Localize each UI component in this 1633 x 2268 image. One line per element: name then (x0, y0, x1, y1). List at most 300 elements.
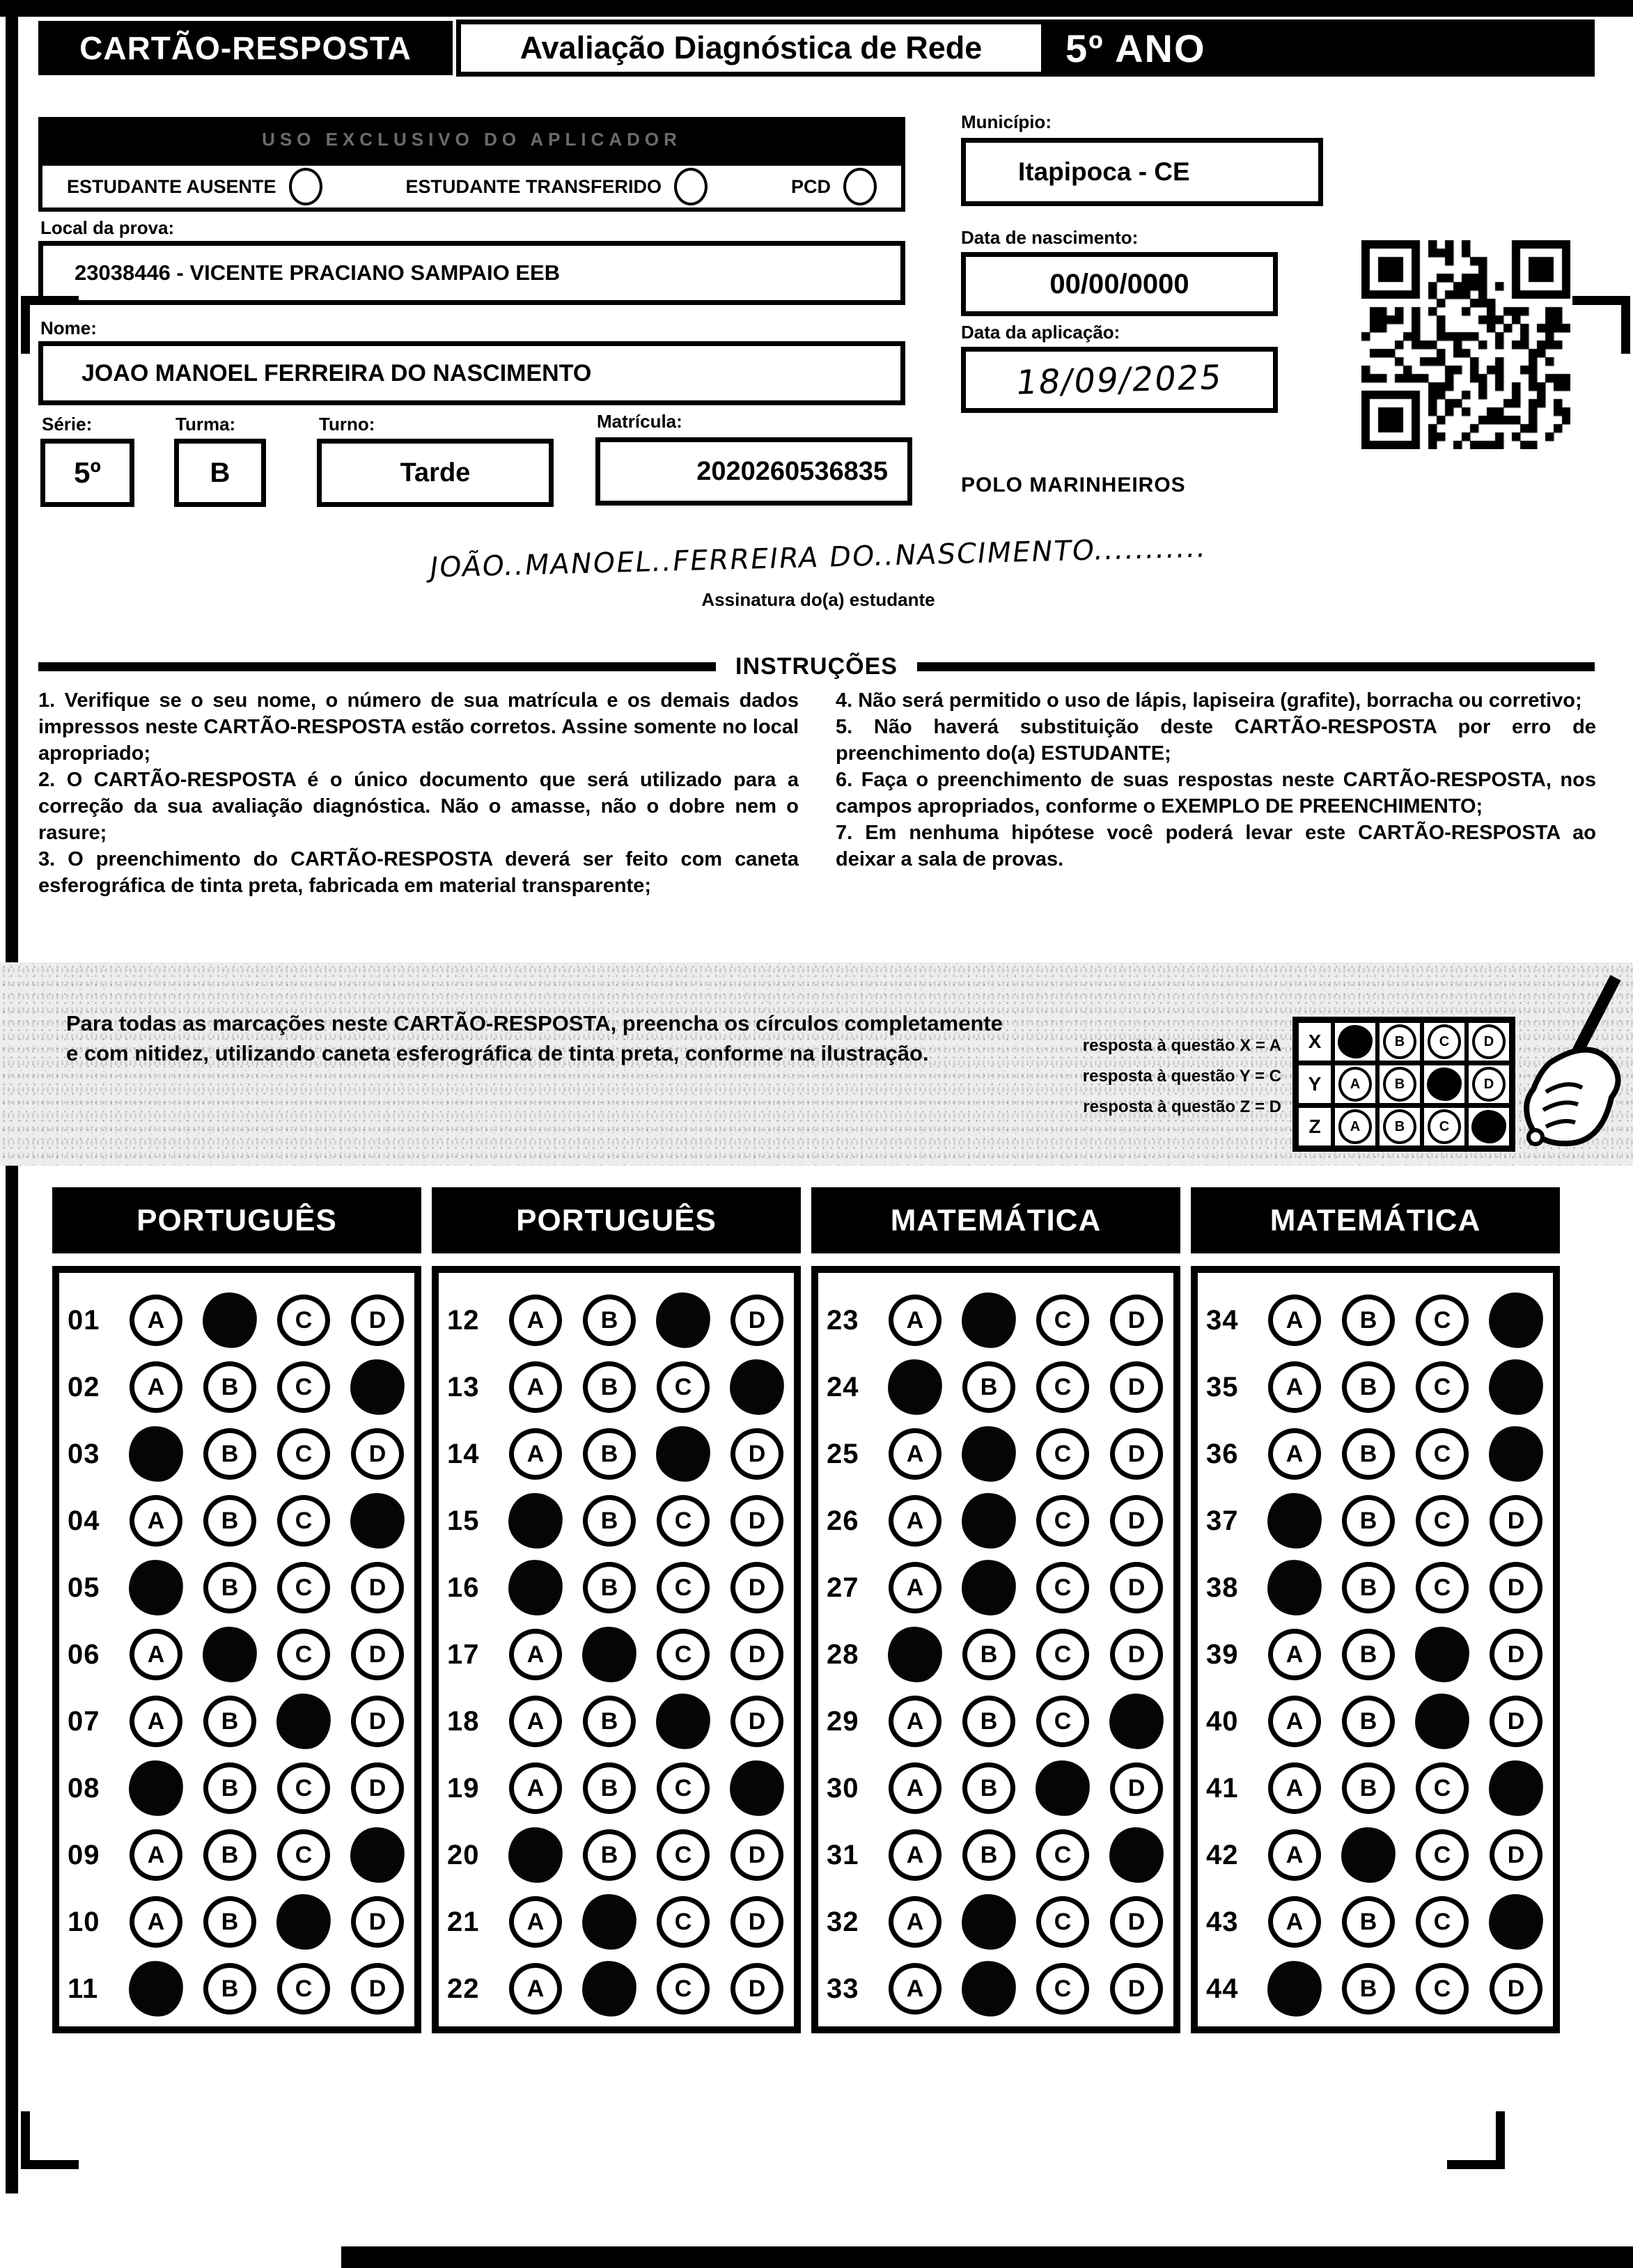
bubble-28-A-marked[interactable] (886, 1625, 944, 1684)
bubble-36-B[interactable]: B (1342, 1428, 1395, 1480)
bubble-18-B[interactable]: B (583, 1696, 636, 1747)
bubble-slot (888, 1761, 942, 1815)
question-row-35 (1198, 1354, 1553, 1421)
bubble-34-B[interactable]: B (1342, 1295, 1395, 1346)
bubble-slot (1415, 1895, 1469, 1949)
bubble-35-C[interactable]: C (1416, 1361, 1469, 1413)
aplicador-band (38, 117, 905, 162)
bubble-01-D[interactable]: D (351, 1295, 404, 1346)
bubble-08-D[interactable]: D (351, 1762, 404, 1814)
assessment-title-text: Avaliação Diagnóstica de Rede (519, 30, 983, 65)
bubble-18-D[interactable]: D (730, 1696, 783, 1747)
bubble-34-C[interactable]: C (1416, 1295, 1469, 1346)
bubble-16-D[interactable]: D (730, 1562, 783, 1613)
bubble-slot (350, 1494, 405, 1548)
bubble-slot (582, 1293, 636, 1347)
answer-grid-portugues-1 (52, 1266, 421, 2033)
bubble-27-B-marked[interactable] (960, 1558, 1017, 1617)
bubble-slot (1267, 1561, 1322, 1615)
bubble-23-B-marked[interactable] (960, 1290, 1017, 1350)
bubble-38-A-marked[interactable] (1265, 1558, 1323, 1617)
bubble-36-C[interactable]: C (1416, 1428, 1469, 1480)
question-number: 35 (1206, 1371, 1239, 1402)
bubble-44-B[interactable]: B (1342, 1963, 1395, 2015)
bubble-26-A[interactable]: A (889, 1495, 941, 1547)
bubble-slot (1341, 1627, 1396, 1682)
bubble-44-A-marked[interactable] (1265, 1959, 1323, 2018)
bubble-19-A[interactable]: A (509, 1762, 562, 1814)
registration-mark-bottom-left (21, 2111, 79, 2169)
bubble-03-B[interactable]: B (203, 1428, 256, 1480)
bubble-31-C[interactable]: C (1036, 1829, 1089, 1881)
scan-border-bottom (341, 2246, 1633, 2268)
bubble-slot (656, 1494, 710, 1548)
bubble-16-A-marked[interactable] (506, 1558, 564, 1617)
bubble-14-C-marked[interactable] (654, 1424, 712, 1483)
bubble-slot (350, 1293, 405, 1347)
bubble-21-D[interactable]: D (730, 1896, 783, 1948)
question-number: 37 (1206, 1505, 1239, 1536)
bubble-slot (1341, 1694, 1396, 1749)
instructions-left (38, 688, 799, 900)
example-cell (1424, 1065, 1469, 1103)
bubble-05-C[interactable]: C (277, 1562, 330, 1613)
bubble-13-D-marked[interactable] (728, 1357, 786, 1416)
bubble-22-A[interactable]: A (509, 1963, 562, 2015)
bubble-06-B-marked[interactable] (201, 1625, 258, 1684)
bubble-37-D[interactable]: D (1490, 1495, 1542, 1547)
instruction-item: 7. Em nenhuma hipótese você poderá levar este CARTÃO-RESPOSTA ao deixar a sala de provas. (836, 821, 1596, 870)
bubble-slot (1489, 1761, 1543, 1815)
bubble-10-B[interactable]: B (203, 1896, 256, 1948)
bubble-slot (129, 1895, 183, 1949)
bubble-14-B[interactable]: B (583, 1428, 636, 1480)
bubble-20-A-marked[interactable] (506, 1825, 564, 1884)
bubble-11-C[interactable]: C (277, 1963, 330, 2015)
bubble-26-B-marked[interactable] (960, 1491, 1017, 1550)
bubble-02-C[interactable]: C (277, 1361, 330, 1413)
bubble-09-A[interactable]: A (130, 1829, 182, 1881)
bubble-29-B[interactable]: B (962, 1696, 1015, 1747)
bubble-17-D[interactable]: D (730, 1629, 783, 1680)
bubble-slot (1489, 1561, 1543, 1615)
bubble-31-A[interactable]: A (889, 1829, 941, 1881)
example-row-label: X (1299, 1023, 1335, 1061)
bubble-24-B[interactable]: B (962, 1361, 1015, 1413)
bubble-27-A[interactable]: A (889, 1562, 941, 1613)
bubble-slot (1109, 1962, 1164, 2016)
bubble-30-B[interactable]: B (962, 1762, 1015, 1814)
bubble-slot (1415, 1494, 1469, 1548)
bubble-35-D-marked[interactable] (1487, 1357, 1545, 1416)
ausente-circle[interactable] (289, 168, 322, 205)
bubble-slot (276, 1895, 331, 1949)
serie-value: 5º (74, 456, 101, 489)
question-number: 05 (68, 1572, 100, 1603)
bubble-slot (508, 1962, 563, 2016)
bubble-08-A-marked[interactable] (127, 1758, 185, 1817)
bubble-24-D[interactable]: D (1110, 1361, 1163, 1413)
bubble-06-C[interactable]: C (277, 1629, 330, 1680)
bubble-slot (1109, 1694, 1164, 1749)
pcd-circle[interactable] (843, 168, 877, 205)
bubble-16-B[interactable]: B (583, 1562, 636, 1613)
bubble-34-A[interactable]: A (1268, 1295, 1321, 1346)
bubble-19-D-marked[interactable] (728, 1758, 786, 1817)
bubble-28-B[interactable]: B (962, 1629, 1015, 1680)
bubble-17-B-marked[interactable] (580, 1625, 638, 1684)
bubble-42-B-marked[interactable] (1339, 1825, 1397, 1884)
bubble-40-B[interactable]: B (1342, 1696, 1395, 1747)
student-signature (418, 531, 1219, 584)
bubble-21-C[interactable]: C (657, 1896, 710, 1948)
bubble-slot (508, 1627, 563, 1682)
bubble-44-D[interactable]: D (1490, 1963, 1542, 2015)
bubble-19-B[interactable]: B (583, 1762, 636, 1814)
bubble-09-B[interactable]: B (203, 1829, 256, 1881)
bubble-07-B[interactable]: B (203, 1696, 256, 1747)
grade-label-text: 5º ANO (1065, 26, 1206, 70)
sheet-title-text: CARTÃO-RESPOSTA (79, 30, 412, 66)
bubble-25-C[interactable]: C (1036, 1428, 1089, 1480)
bubble-36-A[interactable]: A (1268, 1428, 1321, 1480)
bubble-slot (1415, 1627, 1469, 1682)
transferido-circle[interactable] (674, 168, 708, 205)
bubble-02-A[interactable]: A (130, 1361, 182, 1413)
bubble-38-D[interactable]: D (1490, 1562, 1542, 1613)
bubble-25-D[interactable]: D (1110, 1428, 1163, 1480)
bubble-slot (1109, 1627, 1164, 1682)
bubble-37-A-marked[interactable] (1265, 1491, 1323, 1550)
matricula-value: 2020260536835 (696, 456, 888, 486)
bubble-slot (1267, 1293, 1322, 1347)
bubble-07-D[interactable]: D (351, 1696, 404, 1747)
bubble-36-D-marked[interactable] (1487, 1424, 1545, 1483)
bubble-04-C[interactable]: C (277, 1495, 330, 1547)
bubble-13-C[interactable]: C (657, 1361, 710, 1413)
bubble-17-C[interactable]: C (657, 1629, 710, 1680)
bubble-10-C-marked[interactable] (274, 1892, 332, 1951)
question-number: 23 (827, 1304, 859, 1336)
bubble-42-C[interactable]: C (1416, 1829, 1469, 1881)
bubble-28-C[interactable]: C (1036, 1629, 1089, 1680)
aplicacao-label: Data da aplicação: (961, 322, 1120, 343)
bubble-03-C[interactable]: C (277, 1428, 330, 1480)
bubble-43-A[interactable]: A (1268, 1896, 1321, 1948)
bubble-slot (888, 1494, 942, 1548)
bubble-08-C[interactable]: C (277, 1762, 330, 1814)
bubble-33-D[interactable]: D (1110, 1963, 1163, 2015)
bubble-38-C[interactable]: C (1416, 1562, 1469, 1613)
bubble-05-B[interactable]: B (203, 1562, 256, 1613)
bubble-11-A-marked[interactable] (127, 1959, 185, 2018)
bubble-slot (129, 1561, 183, 1615)
question-row-14 (439, 1421, 794, 1487)
example-cell (1380, 1108, 1424, 1145)
bubble-28-D[interactable]: D (1110, 1629, 1163, 1680)
bubble-33-C[interactable]: C (1036, 1963, 1089, 2015)
bubble-11-D[interactable]: D (351, 1963, 404, 2015)
bubble-25-A[interactable]: A (889, 1428, 941, 1480)
transferido-label: ESTUDANTE TRANSFERIDO (405, 175, 662, 197)
bubble-02-D-marked[interactable] (348, 1357, 406, 1416)
bubble-32-C[interactable]: C (1036, 1896, 1089, 1948)
bubble-slot (1341, 1427, 1396, 1481)
bubble-22-C[interactable]: C (657, 1963, 710, 2015)
bubble-18-C-marked[interactable] (654, 1691, 712, 1751)
bubble-slot (508, 1293, 563, 1347)
bubble-11-B[interactable]: B (203, 1963, 256, 2015)
bubble-26-D[interactable]: D (1110, 1495, 1163, 1547)
bubble-20-C[interactable]: C (657, 1829, 710, 1881)
sheet-title (38, 21, 453, 75)
bubble-31-D-marked[interactable] (1107, 1825, 1165, 1884)
bubble-24-A-marked[interactable] (886, 1357, 944, 1416)
bubble-04-A[interactable]: A (130, 1495, 182, 1547)
question-row-18 (439, 1688, 794, 1755)
bubble-slot (129, 1828, 183, 1882)
bubble-slot (129, 1293, 183, 1347)
bubble-39-B[interactable]: B (1342, 1629, 1395, 1680)
bubble-24-C[interactable]: C (1036, 1361, 1089, 1413)
bubble-32-B-marked[interactable] (960, 1892, 1017, 1951)
bubble-38-B[interactable]: B (1342, 1562, 1395, 1613)
matricula-field (595, 437, 912, 506)
bubble-10-A[interactable]: A (130, 1896, 182, 1948)
instruction-item: 6. Faça o preenchimento de suas respostas neste CARTÃO-RESPOSTA, nos campos apropriados, conforme o EXEMPLO DE PREENCHIMENTO; (836, 768, 1596, 818)
bubble-slot (350, 1427, 405, 1481)
bubble-15-A-marked[interactable] (506, 1491, 564, 1550)
question-number: 42 (1206, 1839, 1239, 1870)
question-row-30 (818, 1755, 1173, 1822)
question-number: 09 (68, 1839, 100, 1870)
bubble-03-D[interactable]: D (351, 1428, 404, 1480)
bubble-13-A[interactable]: A (509, 1361, 562, 1413)
bubble-02-B[interactable]: B (203, 1361, 256, 1413)
bubble-35-A[interactable]: A (1268, 1361, 1321, 1413)
nome-field (38, 341, 905, 405)
bubble-33-B-marked[interactable] (960, 1959, 1017, 2018)
bubble-21-A[interactable]: A (509, 1896, 562, 1948)
bubble-12-B[interactable]: B (583, 1295, 636, 1346)
bubble-07-C-marked[interactable] (274, 1691, 332, 1751)
question-number: 12 (447, 1304, 480, 1336)
bubble-slot (1415, 1694, 1469, 1749)
bubble-slot (1109, 1828, 1164, 1882)
bubble-01-B-marked[interactable] (201, 1290, 258, 1350)
bubble-23-C[interactable]: C (1036, 1295, 1089, 1346)
bubble-01-A[interactable]: A (130, 1295, 182, 1346)
bubble-slot (962, 1895, 1016, 1949)
bubble-34-D-marked[interactable] (1487, 1290, 1545, 1350)
bubble-slot (1415, 1360, 1469, 1414)
bubble-41-C[interactable]: C (1416, 1762, 1469, 1814)
bubble-16-C[interactable]: C (657, 1562, 710, 1613)
nascimento-label: Data de nascimento: (961, 227, 1139, 248)
bubble-slot (1341, 1761, 1396, 1815)
example-bubble-Y-C (1427, 1067, 1462, 1101)
bubble-14-A[interactable]: A (509, 1428, 562, 1480)
bubble-05-A-marked[interactable] (127, 1558, 185, 1617)
bubble-slot (962, 1627, 1016, 1682)
nome-label: Nome: (40, 318, 97, 338)
bubble-27-D[interactable]: D (1110, 1562, 1163, 1613)
bubble-slot (1036, 1962, 1090, 2016)
bubble-slot (1415, 1561, 1469, 1615)
bubble-slot (1109, 1761, 1164, 1815)
bubble-slot (1489, 1694, 1543, 1749)
bubble-slot (730, 1761, 784, 1815)
bubble-slot (203, 1293, 257, 1347)
nome-value: JOAO MANOEL FERREIRA DO NASCIMENTO (81, 359, 592, 386)
bubble-slot (730, 1561, 784, 1615)
question-row-17 (439, 1621, 794, 1688)
question-row-16 (439, 1554, 794, 1621)
bubble-04-B[interactable]: B (203, 1495, 256, 1547)
bubble-slot (1415, 1828, 1469, 1882)
bubble-slot (888, 1962, 942, 2016)
bubble-slot (962, 1694, 1016, 1749)
bubble-15-C[interactable]: C (657, 1495, 710, 1547)
bubble-37-B[interactable]: B (1342, 1495, 1395, 1547)
bubble-15-B[interactable]: B (583, 1495, 636, 1547)
bubble-41-B[interactable]: B (1342, 1762, 1395, 1814)
bubble-29-A[interactable]: A (889, 1696, 941, 1747)
bubble-39-A[interactable]: A (1268, 1629, 1321, 1680)
bubble-12-A[interactable]: A (509, 1295, 562, 1346)
bubble-09-C[interactable]: C (277, 1829, 330, 1881)
answer-grid-matematica-1 (811, 1266, 1180, 2033)
bubble-slot (962, 1360, 1016, 1414)
bubble-slot (962, 1962, 1016, 2016)
bubble-32-A[interactable]: A (889, 1896, 941, 1948)
question-number: 28 (827, 1639, 859, 1670)
bubble-42-D[interactable]: D (1490, 1829, 1542, 1881)
question-row-09 (59, 1822, 414, 1888)
example-cell (1335, 1065, 1380, 1103)
question-number: 15 (447, 1505, 480, 1536)
bubble-43-C[interactable]: C (1416, 1896, 1469, 1948)
assessment-title (456, 19, 1046, 77)
bubble-07-A[interactable]: A (130, 1696, 182, 1747)
bubble-01-C[interactable]: C (277, 1295, 330, 1346)
bubble-slot (656, 1895, 710, 1949)
bubble-20-D[interactable]: D (730, 1829, 783, 1881)
example-captions (1003, 1036, 1281, 1117)
bubble-27-C[interactable]: C (1036, 1562, 1089, 1613)
bubble-21-B-marked[interactable] (580, 1892, 638, 1951)
bubble-22-B-marked[interactable] (580, 1959, 638, 2018)
bubble-15-D[interactable]: D (730, 1495, 783, 1547)
bubble-30-D[interactable]: D (1110, 1762, 1163, 1814)
bubble-39-C-marked[interactable] (1413, 1625, 1471, 1684)
question-number: 22 (447, 1973, 480, 2004)
bubble-41-A[interactable]: A (1268, 1762, 1321, 1814)
question-row-44 (1198, 1955, 1553, 2022)
bubble-04-D-marked[interactable] (348, 1491, 406, 1550)
bubble-slot (1036, 1293, 1090, 1347)
bubble-slot (1109, 1895, 1164, 1949)
bubble-06-A[interactable]: A (130, 1629, 182, 1680)
bubble-33-A[interactable]: A (889, 1963, 941, 2015)
bubble-13-B[interactable]: B (583, 1361, 636, 1413)
bubble-slot (656, 1561, 710, 1615)
bubble-slot (888, 1694, 942, 1749)
bubble-slot (888, 1828, 942, 1882)
bubble-09-D-marked[interactable] (348, 1825, 406, 1884)
bubble-22-D[interactable]: D (730, 1963, 783, 2015)
bubble-slot (1036, 1561, 1090, 1615)
bubble-18-A[interactable]: A (509, 1696, 562, 1747)
question-row-10 (59, 1888, 414, 1955)
bubble-03-A-marked[interactable] (127, 1424, 185, 1483)
bubble-40-A[interactable]: A (1268, 1696, 1321, 1747)
bubble-32-D[interactable]: D (1110, 1896, 1163, 1948)
bubble-25-B-marked[interactable] (960, 1424, 1017, 1483)
bubble-slot (656, 1293, 710, 1347)
bubble-44-C[interactable]: C (1416, 1963, 1469, 2015)
registration-mark-top-left (21, 296, 79, 354)
bubble-slot (350, 1627, 405, 1682)
bubble-37-C[interactable]: C (1416, 1495, 1469, 1547)
bubble-06-D[interactable]: D (351, 1629, 404, 1680)
bubble-40-C-marked[interactable] (1413, 1691, 1471, 1751)
question-number: 27 (827, 1572, 859, 1603)
turma-label: Turma: (175, 414, 236, 435)
bubble-29-D-marked[interactable] (1107, 1691, 1165, 1751)
bubble-10-D[interactable]: D (351, 1896, 404, 1948)
bubble-42-A[interactable]: A (1268, 1829, 1321, 1881)
bubble-39-D[interactable]: D (1490, 1629, 1542, 1680)
question-number: 40 (1206, 1705, 1239, 1737)
bubble-43-D-marked[interactable] (1487, 1892, 1545, 1951)
bubble-05-D[interactable]: D (351, 1562, 404, 1613)
bubble-slot (582, 1761, 636, 1815)
bubble-20-B[interactable]: B (583, 1829, 636, 1881)
bubble-slot (1489, 1828, 1543, 1882)
question-number: 08 (68, 1772, 100, 1804)
bubble-12-D[interactable]: D (730, 1295, 783, 1346)
bubble-41-D-marked[interactable] (1487, 1758, 1545, 1817)
bubble-23-D[interactable]: D (1110, 1295, 1163, 1346)
bubble-slot (276, 1694, 331, 1749)
bubble-43-B[interactable]: B (1342, 1896, 1395, 1948)
bubble-31-B[interactable]: B (962, 1829, 1015, 1881)
bubble-slot (129, 1427, 183, 1481)
bubble-30-A[interactable]: A (889, 1762, 941, 1814)
bubble-30-C-marked[interactable] (1033, 1758, 1091, 1817)
bubble-40-D[interactable]: D (1490, 1696, 1542, 1747)
bubble-17-A[interactable]: A (509, 1629, 562, 1680)
bubble-14-D[interactable]: D (730, 1428, 783, 1480)
bubble-slot (1489, 1427, 1543, 1481)
bubble-29-C[interactable]: C (1036, 1696, 1089, 1747)
bubble-slot (1267, 1895, 1322, 1949)
bubble-08-B[interactable]: B (203, 1762, 256, 1814)
bubble-26-C[interactable]: C (1036, 1495, 1089, 1547)
bubble-slot (1267, 1962, 1322, 2016)
bubble-23-A[interactable]: A (889, 1295, 941, 1346)
bubble-19-C[interactable]: C (657, 1762, 710, 1814)
bubble-slot (1036, 1627, 1090, 1682)
bubble-35-B[interactable]: B (1342, 1361, 1395, 1413)
bubble-12-C-marked[interactable] (654, 1290, 712, 1350)
bubble-slot (1109, 1293, 1164, 1347)
example-row-label: Y (1299, 1065, 1335, 1103)
divider-line (38, 662, 716, 671)
example-bubble-Y-D: D (1472, 1067, 1506, 1102)
bubble-slot (203, 1895, 257, 1949)
